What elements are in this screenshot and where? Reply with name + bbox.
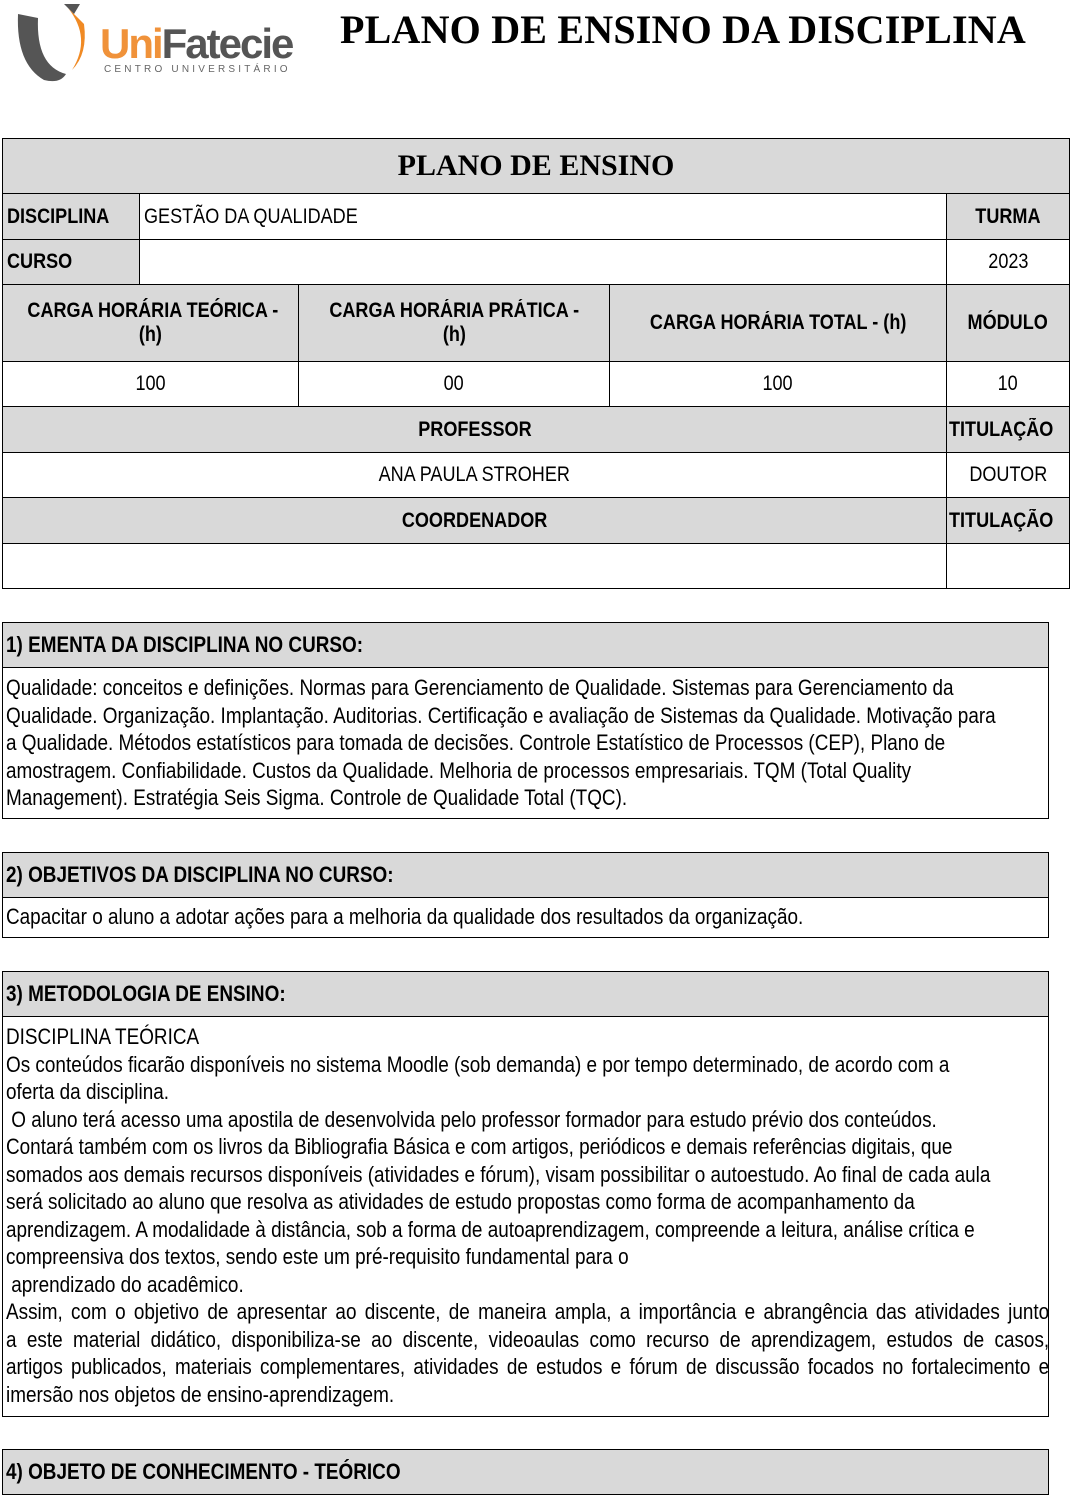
text-line: oferta da disciplina. (6, 1079, 170, 1104)
text-line: compreensiva dos textos, sendo este um pré-requisito fundamental para o (6, 1244, 629, 1269)
text-line: Os conteúdos ficarão disponíveis no sistema Moodle (sob demanda) e por tempo determinado, de acordo com a (6, 1051, 950, 1077)
turma-label: TURMA (947, 194, 1070, 240)
text-line: DISCIPLINA TEÓRICA (6, 1024, 200, 1049)
text-line: imersão nos objetos de ensino-aprendizagem. (6, 1381, 395, 1407)
curso-value (140, 240, 947, 285)
text-line: Management). Estratégia Seis Sigma. Controle de Qualidade Total (TQC). (6, 785, 628, 810)
logo-mark-icon (14, 4, 319, 84)
turma-value: 2023 (947, 240, 1070, 285)
ch-total-label: CARGA HORÁRIA TOTAL - (h) (610, 285, 947, 362)
professor-label: PROFESSOR (3, 407, 947, 453)
ch-teorica-label: CARGA HORÁRIA TEÓRICA - (h) (3, 285, 299, 362)
plan-title: PLANO DE ENSINO (3, 139, 1070, 194)
section-body (3, 898, 1048, 937)
svg-text:CENTRO UNIVERSITÁRIO: CENTRO UNIVERSITÁRIO (104, 64, 291, 75)
unifatecie-logo (14, 4, 319, 84)
text-line: será solicitado ao aluno que resolva as atividades de estudo propostas como forma de acompanhamento da (6, 1189, 915, 1214)
text-line: Contará também com os livros da Bibliografia Básica e com artigos, periódicos e demais referências digitais, que (6, 1134, 953, 1159)
professor-titulacao: DOUTOR (947, 453, 1070, 498)
text-line: artigos publicados, materiais complementares, atividades de estudos e fórum de discussão focados no fortalecimento e (6, 1354, 1050, 1379)
curso-label: CURSO (3, 240, 140, 285)
text-line: Assim, com o objetivo de apresentar ao discente, de maneira ampla, a importância e abrangência das atividades junto (6, 1299, 1050, 1324)
modulo-label: MÓDULO (947, 285, 1070, 362)
text-line: somados aos demais recursos disponíveis (atividades e fórum), visam possibilitar o autoestudo. Ao final de cada aula (6, 1161, 991, 1187)
text-line: Qualidade: conceitos e definições. Normas para Gerenciamento de Qualidade. Sistemas para Gerenciamento da (6, 675, 954, 700)
section-body (3, 1017, 1048, 1414)
section-body (3, 668, 1048, 818)
text-line: O aluno terá acesso uma apostila de desenvolvida pelo professor formador para estudo prévio dos conteúdos. (6, 1106, 937, 1132)
professor-name: ANA PAULA STROHER (3, 453, 947, 498)
text-line: Qualidade. Organização. Implantação. Auditorias. Certificação e avaliação de Sistemas da Qualidade. Motivação para (6, 702, 996, 728)
text-line: aprendizagem. A modalidade à distância, sob a forma de autoaprendizagem, compreende a leitura, análise crítica e (6, 1216, 975, 1242)
ch-pratica-value: 00 (299, 362, 610, 407)
disciplina-value: GESTÃO DA QUALIDADE (140, 194, 947, 240)
svg-text:UniFatecie: UniFatecie (100, 20, 293, 67)
coordenador-label: COORDENADOR (3, 498, 947, 544)
disciplina-label: DISCIPLINA (3, 194, 140, 240)
section-ementa (2, 622, 1049, 819)
professor-titulacao-label: TITULAÇÃO (947, 407, 1070, 453)
section-title: 1) EMENTA DA DISCIPLINA NO CURSO: (3, 623, 1048, 668)
text-line: a este material didático, disponibiliza-se ao discente, videoaulas como recurso de aprendizagem, estudos de casos, (6, 1326, 1050, 1352)
section-title: 2) OBJETIVOS DA DISCIPLINA NO CURSO: (3, 853, 1048, 898)
ch-teorica-value: 100 (3, 362, 299, 407)
section-objeto-conhecimento (2, 1449, 1049, 1495)
plan-table (2, 138, 1070, 589)
coordenador-name (3, 544, 947, 589)
text-line: aprendizado do acadêmico. (6, 1271, 244, 1297)
section-objetivos (2, 852, 1049, 938)
ch-pratica-label: CARGA HORÁRIA PRÁTICA - (h) (299, 285, 610, 362)
section-metodologia (2, 971, 1049, 1417)
section-title: 4) OBJETO DE CONHECIMENTO - TEÓRICO (3, 1450, 1048, 1494)
ch-total-value: 100 (610, 362, 947, 407)
coordenador-titulacao (947, 544, 1070, 589)
text-line: amostragem. Confiabilidade. Custos da Qualidade. Melhoria de processos empresariais. TQM (Total Quality (6, 757, 912, 783)
text-line: a Qualidade. Métodos estatísticos para tomada de decisões. Controle Estatístico de Processos (CEP), Plano de (6, 730, 946, 755)
coordenador-titulacao-label: TITULAÇÃO (947, 498, 1070, 544)
text-line: Capacitar o aluno a adotar ações para a melhoria da qualidade dos resultados da organização. (6, 904, 804, 929)
section-title: 3) METODOLOGIA DE ENSINO: (3, 972, 1048, 1017)
modulo-value: 10 (947, 362, 1070, 407)
document-title: PLANO DE ENSINO DA DISCIPLINA (340, 7, 1026, 52)
